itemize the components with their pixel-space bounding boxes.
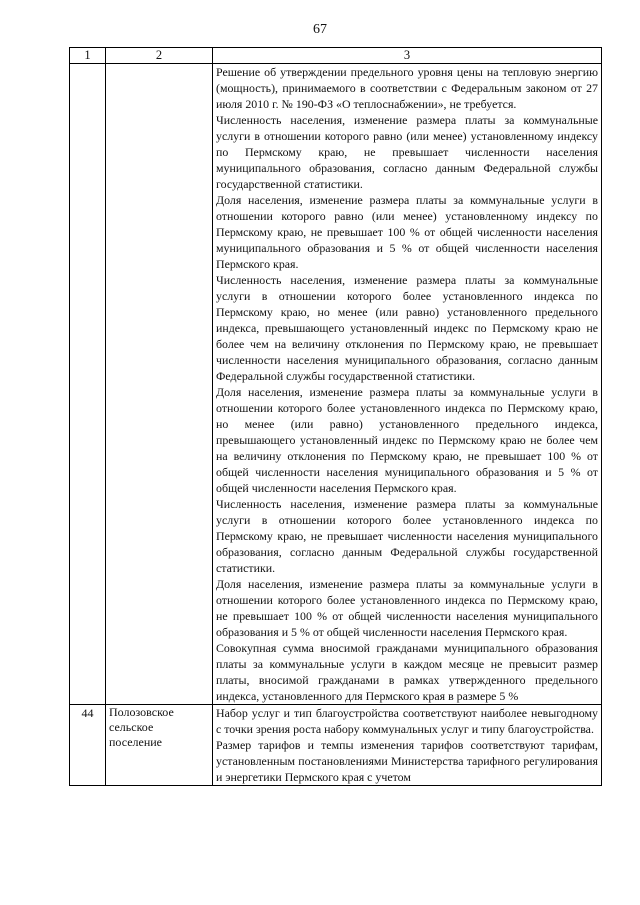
condition-paragraph: Решение об утверждении предельного уровня цены на тепловую энергию (мощность), принимаемого в соответствии с Федеральным законом от 27 июля 2010 г. № 190-ФЗ «О теплоснабжении», не требуется. (216, 65, 598, 111)
condition-paragraph: Набор услуг и тип благоустройства соответствуют наиболее невыгодному с точки зрения роста набору коммунальных услуг и типу благоустройства. (216, 706, 598, 736)
settlement-name (106, 705, 213, 786)
settlement-name-line: Полозовское (109, 705, 174, 719)
condition-paragraph: Численность населения, изменение размера платы за коммунальные услуги в отношении которого равно (или менее) установленному индексу по Пермскому краю, не превышает численности населения муниципального образования, согласно данным Федеральной службы государственной статистики. (216, 113, 598, 191)
condition-paragraph: Совокупная сумма вносимой гражданами муниципального образования платы за коммунальные услуги в каждом месяце не превысит размер платы, вносимой гражданами в рамках утвержденного предельного индекса, установленного для Пермского края в размере 5 % (216, 641, 598, 703)
condition-paragraph: Доля населения, изменение размера платы за коммунальные услуги в отношении которого более установленного индекса по Пермскому краю, но менее (или равно) установленного предельного индекса, превышающего установленный индекс по Пермскому краю не более чем на величину отклонения по Пермскому краю, не превышает 100 % от общей численности населения муниципального образования и 5 % от общей численности населения Пермского края. (216, 385, 598, 495)
settlement-name-line: поселение (109, 735, 163, 749)
conditions-cell (213, 64, 602, 705)
conditions-cell (213, 705, 602, 786)
column-header-2: 2 (106, 48, 213, 64)
condition-paragraph: Численность населения, изменение размера платы за коммунальные услуги в отношении которого более установленного индекса по Пермскому краю, не превышает численности населения муниципального образования, согласно данным Федеральной службы государственной статистики. (216, 497, 598, 575)
column-header-1: 1 (70, 48, 106, 64)
page-number: 67 (313, 22, 327, 37)
condition-paragraph: Доля населения, изменение размера платы за коммунальные услуги в отношении которого равно (или менее) установленному индексу по Пермскому краю, не превышает 100 % от общей численности населения муниципального образования и 5 % от общей численности населения Пермского края. (216, 193, 598, 271)
table-header-row (70, 48, 602, 64)
document-table (69, 47, 602, 786)
column-header-3: 3 (213, 48, 602, 64)
condition-paragraph: Размер тарифов и темпы изменения тарифов соответствуют тарифам, установленным постановлениями Министерства тарифного регулирования и энергетики Пермского края с учетом (216, 738, 598, 784)
condition-paragraph: Доля населения, изменение размера платы за коммунальные услуги в отношении которого более установленного индекса по Пермскому краю, не превышает 100 % от общей численности населения муниципального образования и 5 % от общей численности населения Пермского края. (216, 577, 598, 639)
row-number: 44 (70, 705, 106, 786)
table-row (70, 705, 602, 786)
condition-paragraph: Численность населения, изменение размера платы за коммунальные услуги в отношении которого более установленного индекса по Пермскому краю, но менее (или равно) установленного предельного индекса, превышающего установленный индекс по Пермскому краю не более чем на величину отклонения по Пермскому краю, не превышает численности населения муниципального образования, согласно данным Федеральной службы государственной статистики. (216, 273, 598, 383)
row-number (70, 64, 106, 705)
table-row (70, 64, 602, 705)
settlement-name (106, 64, 213, 705)
settlement-name-line: сельское (109, 720, 154, 734)
